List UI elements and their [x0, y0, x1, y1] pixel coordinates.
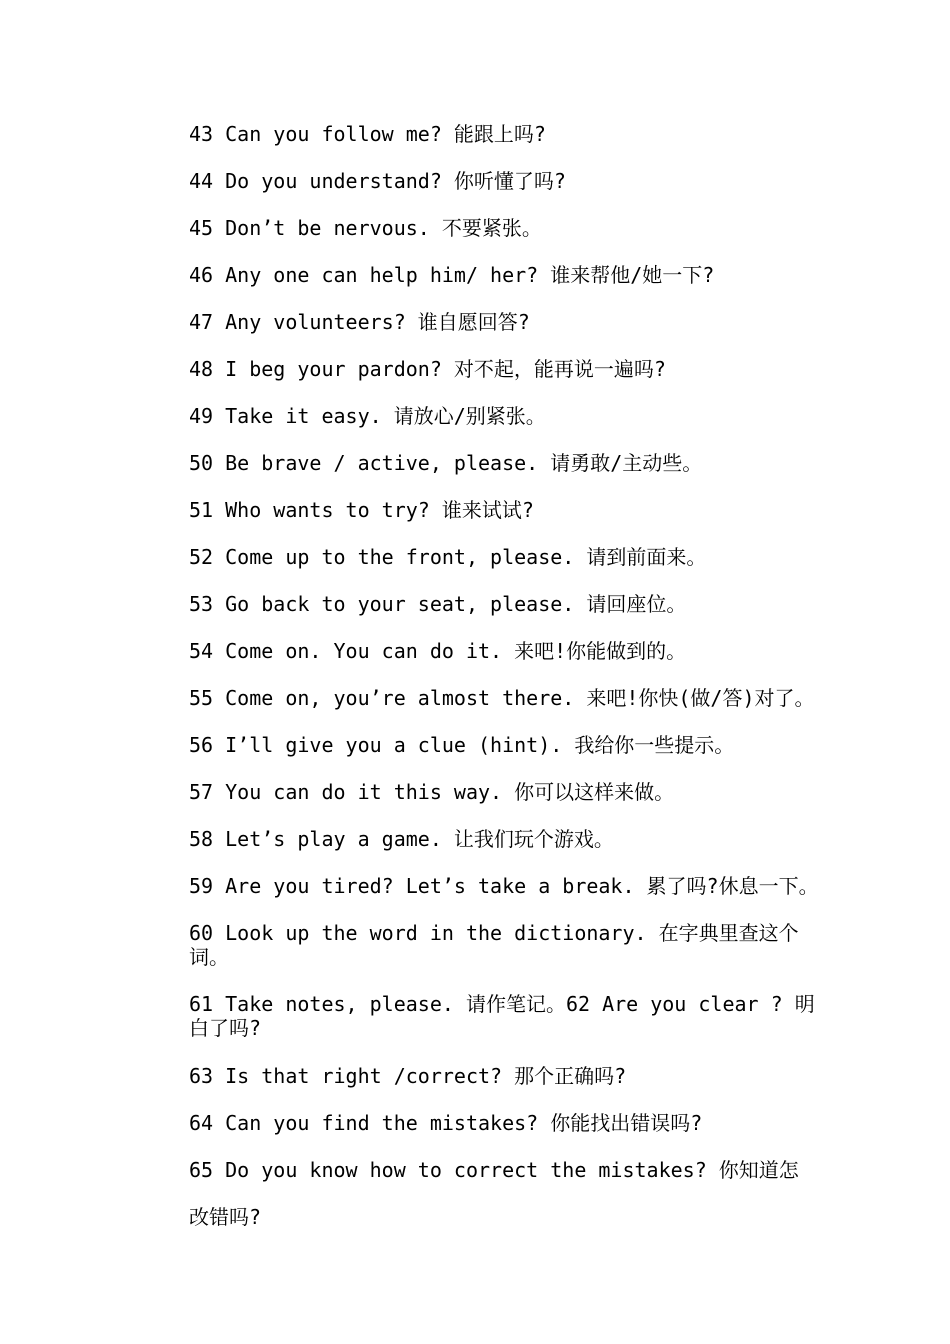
phrase-line-64: 64 Can you find the mistakes? 你能找出错误吗?	[189, 1111, 703, 1135]
phrase-line-46: 46 Any one can help him/ her? 谁来帮他/她一下?	[189, 263, 715, 287]
phrase-line-47: 47 Any volunteers? 谁自愿回答?	[189, 310, 530, 334]
phrase-line-59: 59 Are you tired? Let’s take a break. 累了吗?休息一下。	[189, 874, 819, 898]
phrase-line-50: 50 Be brave / active, please. 请勇敢/主动些。	[189, 451, 703, 475]
phrase-line-65: 65 Do you know how to correct the mistakes? 你知道怎	[189, 1158, 799, 1182]
phrase-line-61-62: 61 Take notes, please. 请作笔记。62 Are you clear ? 明白了吗?	[189, 992, 815, 1040]
phrase-line-49: 49 Take it easy. 请放心/别紧张。	[189, 404, 546, 428]
phrase-line-60: 60 Look up the word in the dictionary. 在字典里查这个词。	[189, 921, 799, 969]
phrase-line-55: 55 Come on, you’re almost there. 来吧!你快(做/答)对了。	[189, 686, 815, 710]
phrase-line-53: 53 Go back to your seat, please. 请回座位。	[189, 592, 687, 616]
phrase-line-51: 51 Who wants to try? 谁来试试?	[189, 498, 534, 522]
phrase-line-58: 58 Let’s play a game. 让我们玩个游戏。	[189, 827, 614, 851]
phrase-line-52: 52 Come up to the front, please. 请到前面来。	[189, 545, 707, 569]
phrase-line-43: 43 Can you follow me? 能跟上吗?	[189, 122, 546, 146]
phrase-line-48: 48 I beg your pardon? 对不起，能再说一遍吗?	[189, 357, 666, 381]
phrase-line-56: 56 I’ll give you a clue (hint). 我给你一些提示。	[189, 733, 735, 757]
phrase-line-45: 45 Don’t be nervous. 不要紧张。	[189, 216, 542, 240]
phrase-line-44: 44 Do you understand? 你听懂了吗?	[189, 169, 566, 193]
phrase-line-65-continued: 改错吗?	[189, 1205, 262, 1229]
phrase-list	[189, 122, 819, 1229]
phrase-line-54: 54 Come on. You can do it. 来吧!你能做到的。	[189, 639, 687, 663]
phrase-line-57: 57 You can do it this way. 你可以这样来做。	[189, 780, 675, 804]
phrase-line-63: 63 Is that right /correct? 那个正确吗?	[189, 1064, 627, 1088]
